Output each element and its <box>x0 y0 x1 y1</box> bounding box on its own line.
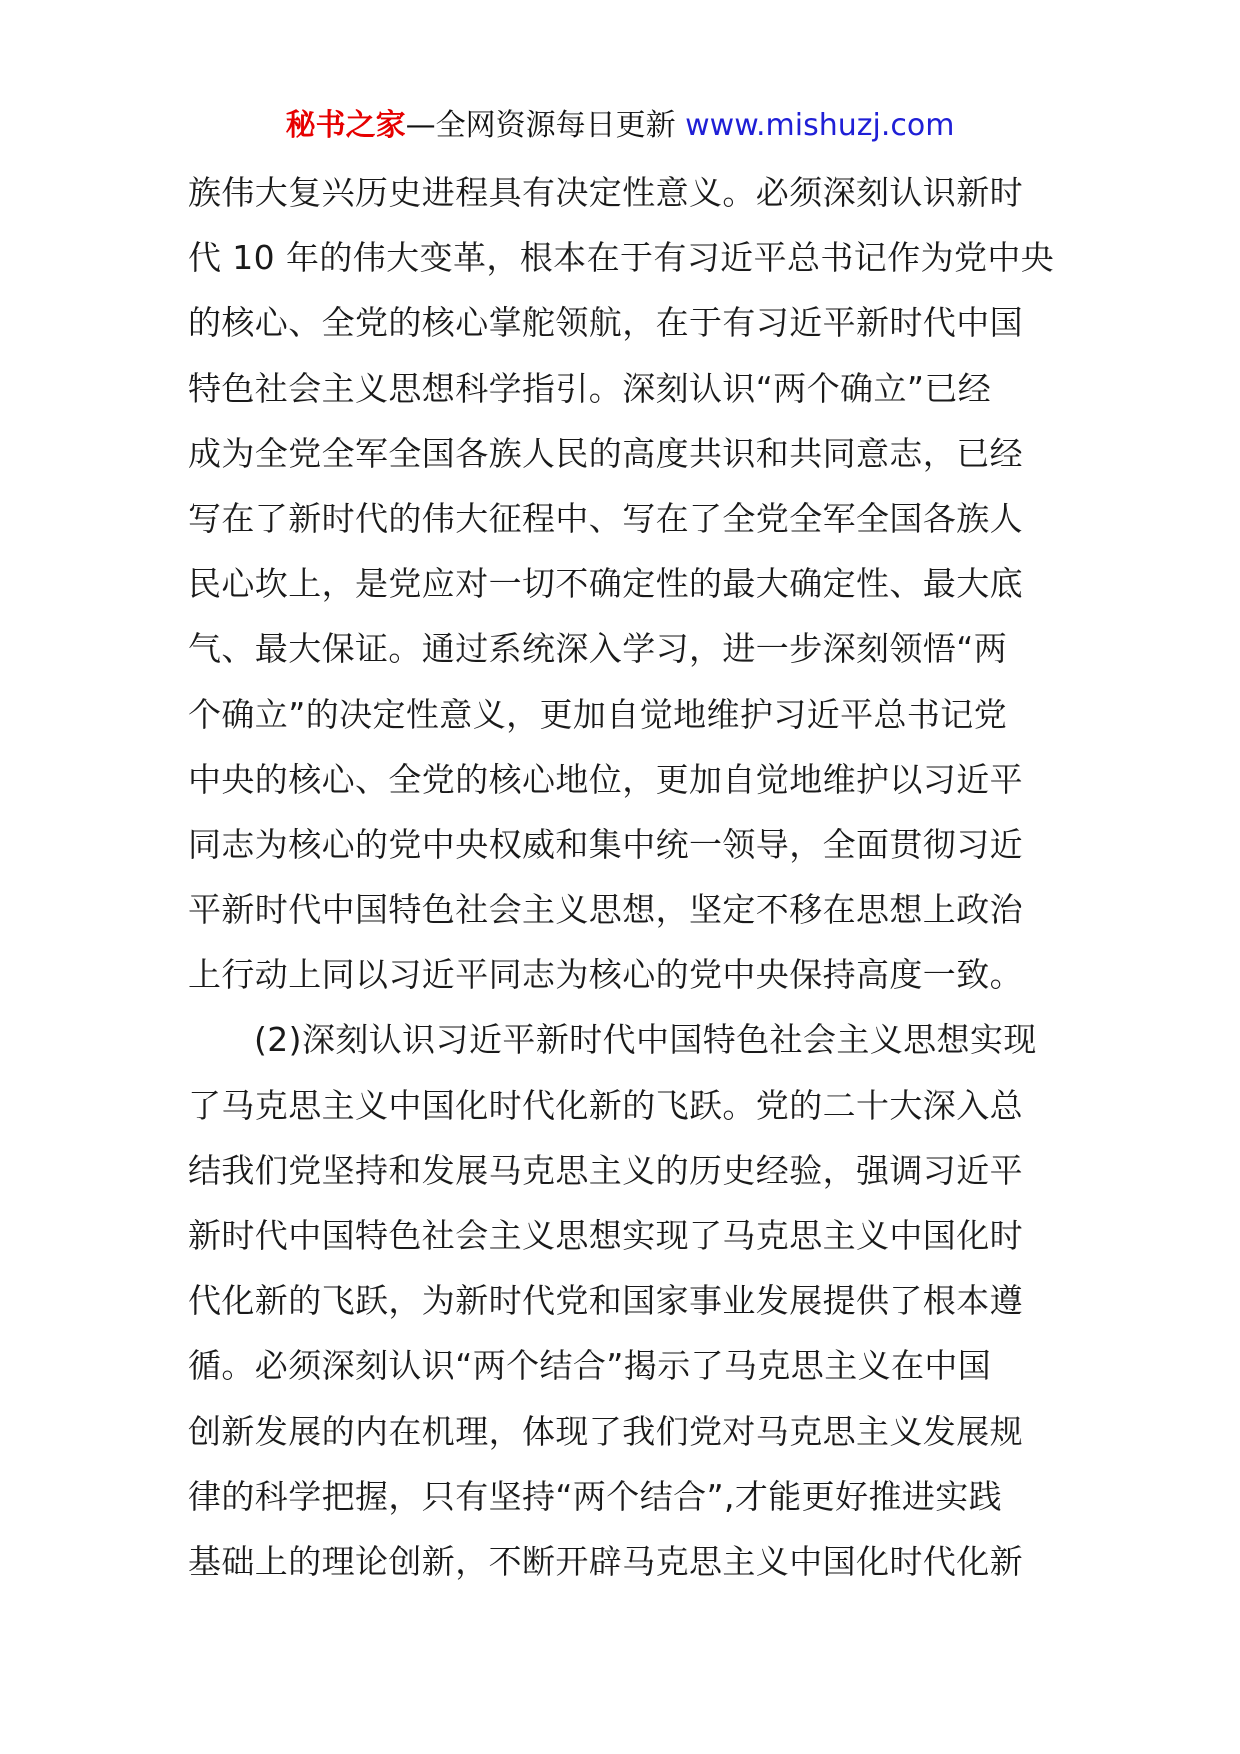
text-line: 气、最大保证。通过系统深入学习，进一步深刻领悟“两 <box>188 629 1008 669</box>
text-line: 代化新的飞跃，为新时代党和国家事业发展提供了根本遵 <box>188 1281 1023 1321</box>
text-line: 同志为核心的党中央权威和集中统一领导，全面贯彻习近 <box>188 824 1023 864</box>
text-line: 创新发展的内在机理，体现了我们党对马克思主义发展规 <box>188 1411 1023 1451</box>
text-line: 成为全党全军全国各族人民的高度共识和共同意志，已经 <box>188 433 1023 473</box>
text-line: 律的科学把握，只有坚持“两个结合”,才能更好推进实践 <box>188 1476 1003 1516</box>
site-url-link[interactable]: www.mishuzj.com <box>685 108 955 143</box>
text-line: 新时代中国特色社会主义思想实现了马克思主义中国化时 <box>188 1216 1023 1255</box>
text-line: 写在了新时代的伟大征程中、写在了全党全军全国各族人 <box>188 498 1023 538</box>
paragraph-start-line: (2)深刻认识习近平新时代中国特色社会主义思想实现 <box>254 1020 1037 1060</box>
text-line: 代 10 年的伟大变革，根本在于有习近平总书记作为党中央 <box>188 238 1055 278</box>
text-line: 特色社会主义思想科学指引。深刻认识“两个确立”已经 <box>188 368 992 408</box>
brand-name: 秘书之家 <box>285 108 406 143</box>
text-line: 循。必须深刻认识“两个结合”揭示了马克思主义在中国 <box>188 1346 992 1386</box>
text-line: 平新时代中国特色社会主义思想，坚定不移在思想上政治 <box>188 890 1023 930</box>
text-line: 族伟大复兴历史进程具有决定性意义。必须深刻认识新时 <box>188 173 1023 212</box>
header-slogan: —全网资源每日更新 <box>405 108 686 143</box>
text-line: 民心坎上，是党应对一切不确定性的最大确定性、最大底 <box>188 564 1023 604</box>
page-header <box>0 104 1240 148</box>
text-line: 的核心、全党的核心掌舵领航，在于有习近平新时代中国 <box>188 303 1023 343</box>
text-line: 个确立”的决定性意义，更加自觉地维护习近平总书记党 <box>188 694 1008 734</box>
text-line: 结我们党坚持和发展马克思主义的历史经验，强调习近平 <box>188 1150 1023 1190</box>
text-line: 上行动上同以习近平同志为核心的党中央保持高度一致。 <box>188 955 1023 995</box>
text-line: 基础上的理论创新，不断开辟马克思主义中国化时代化新 <box>188 1541 1023 1581</box>
text-line: 了马克思主义中国化时代化新的飞跃。党的二十大深入总 <box>188 1085 1023 1125</box>
document-body <box>188 160 1088 1594</box>
text-line: 中央的核心、全党的核心地位，更加自觉地维护以习近平 <box>188 759 1023 799</box>
